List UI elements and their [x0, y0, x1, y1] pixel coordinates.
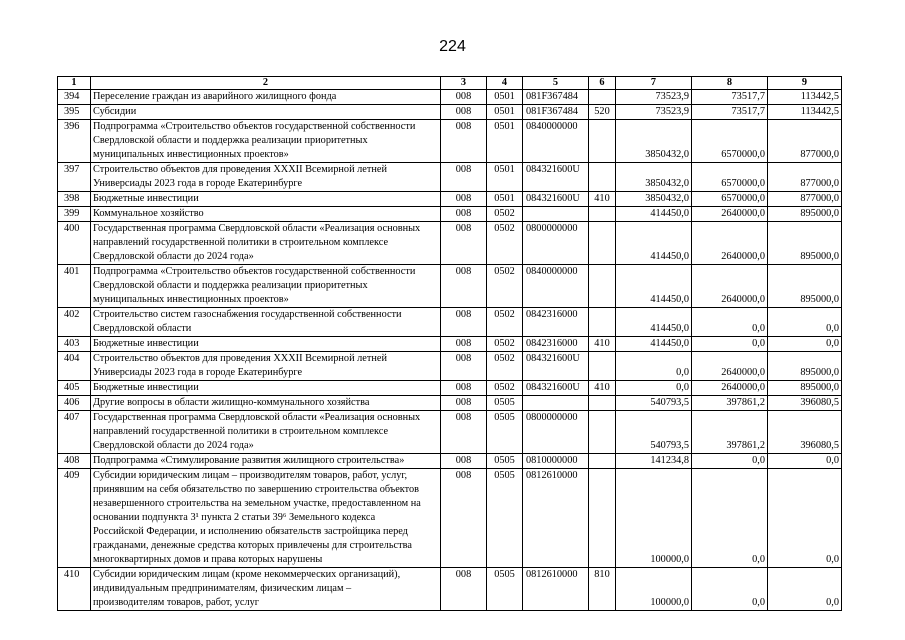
row-name-line: Государственная программа Свердловской области «Реализация основных: [93, 223, 421, 234]
row-name-line: Бюджетные инвестиции: [93, 338, 199, 349]
amount-col7-cell: 414450,0: [616, 308, 692, 337]
section-code-cell: 0502: [487, 222, 523, 265]
row-name-line: производителям товаров, работ, услуг: [93, 597, 260, 608]
amount-col9-cell: 396080,5: [768, 396, 842, 411]
section-code-cell: 0502: [487, 381, 523, 396]
amount-col7-cell: 0,0: [616, 381, 692, 396]
table-body: [58, 90, 842, 611]
amount-col8-cell: 0,0: [692, 568, 768, 611]
section-code-cell: 0505: [487, 411, 523, 454]
table-row: [58, 163, 842, 192]
expense-type-cell: 810: [589, 568, 616, 611]
row-name-line: муниципальных инвестиционных проектов»: [93, 149, 289, 160]
row-name-line: Свердловской области: [93, 323, 192, 334]
column-header: 3: [441, 77, 487, 90]
row-name-line: Подпрограмма «Стимулирование развития жилищного строительства»: [93, 455, 405, 466]
section-code-cell: 0501: [487, 105, 523, 120]
row-name-line: индивидуальным предпринимателям, физическим лицам –: [93, 583, 352, 594]
section-code-cell: 0502: [487, 207, 523, 222]
target-article-cell: 084321600U: [523, 352, 589, 381]
expense-type-cell: [589, 222, 616, 265]
grbs-code-cell: 008: [441, 454, 487, 469]
grbs-code-cell: 008: [441, 120, 487, 163]
row-number-cell: 399: [58, 207, 91, 222]
row-name-line: Строительство объектов для проведения XXXII Всемирной летней: [93, 353, 387, 364]
expense-type-cell: [589, 454, 616, 469]
table-row: [58, 411, 842, 454]
amount-col8-cell: 2640000,0: [692, 265, 768, 308]
amount-col7-cell: 540793,5: [616, 411, 692, 454]
table-row: [58, 192, 842, 207]
section-code-cell: 0501: [487, 192, 523, 207]
column-header: 5: [523, 77, 589, 90]
table-row: [58, 120, 842, 163]
grbs-code-cell: 008: [441, 469, 487, 568]
row-number-cell: 409: [58, 469, 91, 568]
table-row: [58, 337, 842, 352]
amount-col9-cell: 396080,5: [768, 411, 842, 454]
amount-col7-cell: 100000,0: [616, 568, 692, 611]
amount-col9-cell: 0,0: [768, 469, 842, 568]
table-row: [58, 105, 842, 120]
amount-col9-cell: 113442,5: [768, 90, 842, 105]
amount-col8-cell: 2640000,0: [692, 381, 768, 396]
amount-col9-cell: 877000,0: [768, 192, 842, 207]
row-number-cell: 398: [58, 192, 91, 207]
row-name-cell: [91, 352, 441, 381]
row-name-line: Коммунальное хозяйство: [93, 208, 204, 219]
expense-type-cell: 410: [589, 381, 616, 396]
target-article-cell: 0800000000: [523, 411, 589, 454]
amount-col8-cell: 6570000,0: [692, 163, 768, 192]
row-name-cell: [91, 192, 441, 207]
grbs-code-cell: 008: [441, 568, 487, 611]
expense-type-cell: [589, 411, 616, 454]
row-name-line: Свердловской области до 2024 года»: [93, 251, 254, 262]
grbs-code-cell: 008: [441, 222, 487, 265]
section-code-cell: 0501: [487, 120, 523, 163]
page-number: 224: [439, 38, 466, 55]
expense-type-cell: [589, 90, 616, 105]
row-name-line: Подпрограмма «Строительство объектов государственной собственности: [93, 266, 416, 277]
row-name-cell: [91, 222, 441, 265]
row-name-line: муниципальных инвестиционных проектов»: [93, 294, 289, 305]
table-row: [58, 469, 842, 568]
row-number-cell: 405: [58, 381, 91, 396]
column-header: 9: [768, 77, 842, 90]
row-name-cell: [91, 454, 441, 469]
amount-col9-cell: 895000,0: [768, 381, 842, 396]
row-name-cell: [91, 207, 441, 222]
grbs-code-cell: 008: [441, 265, 487, 308]
target-article-cell: 081F367484: [523, 105, 589, 120]
amount-col8-cell: 397861,2: [692, 396, 768, 411]
grbs-code-cell: 008: [441, 308, 487, 337]
grbs-code-cell: 008: [441, 411, 487, 454]
amount-col8-cell: 6570000,0: [692, 192, 768, 207]
amount-col7-cell: 3850432,0: [616, 120, 692, 163]
grbs-code-cell: 008: [441, 163, 487, 192]
row-name-line: Свердловской области до 2024 года»: [93, 440, 254, 451]
amount-col7-cell: 73523,9: [616, 105, 692, 120]
row-number-cell: 407: [58, 411, 91, 454]
target-article-cell: 0812610000: [523, 469, 589, 568]
section-code-cell: 0505: [487, 568, 523, 611]
grbs-code-cell: 008: [441, 337, 487, 352]
grbs-code-cell: 008: [441, 381, 487, 396]
row-name-line: Государственная программа Свердловской области «Реализация основных: [93, 412, 421, 423]
table-row: [58, 352, 842, 381]
row-number-cell: 406: [58, 396, 91, 411]
expense-type-cell: 410: [589, 337, 616, 352]
row-number-cell: 402: [58, 308, 91, 337]
column-header: 2: [91, 77, 441, 90]
expense-type-cell: [589, 469, 616, 568]
target-article-cell: 084321600U: [523, 381, 589, 396]
row-name-cell: [91, 337, 441, 352]
row-name-cell: [91, 105, 441, 120]
amount-col8-cell: 397861,2: [692, 411, 768, 454]
target-article-cell: 0840000000: [523, 265, 589, 308]
amount-col9-cell: 895000,0: [768, 222, 842, 265]
section-code-cell: 0505: [487, 469, 523, 568]
target-article-cell: 0842316000: [523, 308, 589, 337]
amount-col8-cell: 73517,7: [692, 90, 768, 105]
expense-type-cell: [589, 120, 616, 163]
grbs-code-cell: 008: [441, 352, 487, 381]
row-name-line: Субсидии юридическим лицам – производителям товаров, работ, услуг,: [93, 470, 408, 481]
row-name-cell: [91, 381, 441, 396]
table-row: [58, 308, 842, 337]
row-name-cell: [91, 163, 441, 192]
table-row: [58, 90, 842, 105]
expense-type-cell: 520: [589, 105, 616, 120]
amount-col7-cell: 414450,0: [616, 207, 692, 222]
row-name-line: Другие вопросы в области жилищно-коммунального хозяйства: [93, 397, 370, 408]
row-number-cell: 395: [58, 105, 91, 120]
row-number-cell: 397: [58, 163, 91, 192]
amount-col7-cell: 73523,9: [616, 90, 692, 105]
amount-col9-cell: 0,0: [768, 454, 842, 469]
section-code-cell: 0501: [487, 90, 523, 105]
row-name-cell: [91, 120, 441, 163]
row-name-cell: [91, 411, 441, 454]
target-article-cell: 084321600U: [523, 192, 589, 207]
row-name-line: Переселение граждан из аварийного жилищного фонда: [93, 91, 337, 102]
row-name-cell: [91, 308, 441, 337]
expense-type-cell: 410: [589, 192, 616, 207]
row-name-cell: [91, 568, 441, 611]
row-number-cell: 394: [58, 90, 91, 105]
amount-col7-cell: 100000,0: [616, 469, 692, 568]
target-article-cell: 084321600U: [523, 163, 589, 192]
expense-type-cell: [589, 207, 616, 222]
amount-col9-cell: 895000,0: [768, 352, 842, 381]
row-name-line: Бюджетные инвестиции: [93, 193, 199, 204]
amount-col7-cell: 540793,5: [616, 396, 692, 411]
row-name-line: основании подпункта 3¹ пункта 2 статьи 39⁶ Земельного кодекса: [93, 512, 376, 523]
expense-type-cell: [589, 352, 616, 381]
amount-col9-cell: 0,0: [768, 568, 842, 611]
row-name-cell: [91, 396, 441, 411]
row-number-cell: 400: [58, 222, 91, 265]
row-number-cell: 403: [58, 337, 91, 352]
row-name-line: Субсидии: [93, 106, 137, 117]
column-header: 4: [487, 77, 523, 90]
row-number-cell: 410: [58, 568, 91, 611]
row-number-cell: 396: [58, 120, 91, 163]
budget-table: [57, 76, 842, 611]
row-name-line: направлений государственной политики в строительном комплексе: [93, 237, 389, 248]
target-article-cell: 0812610000: [523, 568, 589, 611]
column-header: 1: [58, 77, 91, 90]
table-row: [58, 568, 842, 611]
target-article-cell: 0800000000: [523, 222, 589, 265]
column-header: 7: [616, 77, 692, 90]
expense-type-cell: [589, 396, 616, 411]
row-number-cell: 404: [58, 352, 91, 381]
amount-col8-cell: 6570000,0: [692, 120, 768, 163]
amount-col8-cell: 0,0: [692, 469, 768, 568]
expense-type-cell: [589, 163, 616, 192]
row-name-line: Свердловской области и поддержка реализации приоритетных: [93, 135, 368, 146]
row-name-line: незавершенного строительства на земельном участке, предоставленном на: [93, 498, 421, 509]
row-name-line: направлений государственной политики в строительном комплексе: [93, 426, 389, 437]
amount-col9-cell: 113442,5: [768, 105, 842, 120]
amount-col8-cell: 73517,7: [692, 105, 768, 120]
amount-col9-cell: 0,0: [768, 337, 842, 352]
grbs-code-cell: 008: [441, 207, 487, 222]
row-name-line: Субсидии юридическим лицам (кроме некоммерческих организаций),: [93, 569, 401, 580]
section-code-cell: 0502: [487, 308, 523, 337]
amount-col7-cell: 414450,0: [616, 265, 692, 308]
expense-type-cell: [589, 265, 616, 308]
section-code-cell: 0501: [487, 163, 523, 192]
column-header: 8: [692, 77, 768, 90]
row-name-cell: [91, 90, 441, 105]
row-name-line: Строительство систем газоснабжения государственной собственности: [93, 309, 402, 320]
amount-col9-cell: 895000,0: [768, 265, 842, 308]
target-article-cell: 081F367484: [523, 90, 589, 105]
section-code-cell: 0502: [487, 352, 523, 381]
grbs-code-cell: 008: [441, 105, 487, 120]
amount-col9-cell: 895000,0: [768, 207, 842, 222]
amount-col9-cell: 877000,0: [768, 120, 842, 163]
target-article-cell: 0842316000: [523, 337, 589, 352]
table-header-row: [58, 77, 842, 90]
amount-col7-cell: 0,0: [616, 352, 692, 381]
amount-col8-cell: 2640000,0: [692, 207, 768, 222]
grbs-code-cell: 008: [441, 192, 487, 207]
section-code-cell: 0502: [487, 337, 523, 352]
amount-col8-cell: 0,0: [692, 308, 768, 337]
amount-col9-cell: 0,0: [768, 308, 842, 337]
amount-col7-cell: 3850432,0: [616, 192, 692, 207]
amount-col7-cell: 414450,0: [616, 222, 692, 265]
amount-col9-cell: 877000,0: [768, 163, 842, 192]
amount-col8-cell: 2640000,0: [692, 222, 768, 265]
row-name-line: Подпрограмма «Строительство объектов государственной собственности: [93, 121, 416, 132]
column-header: 6: [589, 77, 616, 90]
amount-col7-cell: 141234,8: [616, 454, 692, 469]
expense-type-cell: [589, 308, 616, 337]
table-row: [58, 454, 842, 469]
amount-col7-cell: 414450,0: [616, 337, 692, 352]
row-name-line: Строительство объектов для проведения XXXII Всемирной летней: [93, 164, 387, 175]
target-article-cell: 0840000000: [523, 120, 589, 163]
table-row: [58, 381, 842, 396]
target-article-cell: 0810000000: [523, 454, 589, 469]
row-name-line: гражданами, денежные средства которых привлечены для строительства: [93, 540, 412, 551]
table-row: [58, 265, 842, 308]
section-code-cell: 0505: [487, 396, 523, 411]
grbs-code-cell: 008: [441, 90, 487, 105]
amount-col8-cell: 0,0: [692, 454, 768, 469]
row-name-cell: [91, 469, 441, 568]
row-name-line: принявшим на себя обязательство по завершению строительства объектов: [93, 484, 420, 495]
row-name-line: Свердловской области и поддержка реализации приоритетных: [93, 280, 368, 291]
table-row: [58, 396, 842, 411]
row-name-cell: [91, 265, 441, 308]
target-article-cell: [523, 396, 589, 411]
table-row: [58, 222, 842, 265]
row-name-line: Российской Федерации, и исполнению обязательств застройщика перед: [93, 526, 408, 537]
section-code-cell: 0502: [487, 265, 523, 308]
row-name-line: Универсиады 2023 года в городе Екатеринбурге: [93, 178, 303, 189]
row-name-line: Универсиады 2023 года в городе Екатеринбурге: [93, 367, 303, 378]
target-article-cell: [523, 207, 589, 222]
section-code-cell: 0505: [487, 454, 523, 469]
amount-col7-cell: 3850432,0: [616, 163, 692, 192]
amount-col8-cell: 2640000,0: [692, 352, 768, 381]
row-name-line: многоквартирных домов и права которых нарушены: [93, 554, 323, 565]
amount-col8-cell: 0,0: [692, 337, 768, 352]
grbs-code-cell: 008: [441, 396, 487, 411]
table-row: [58, 207, 842, 222]
row-number-cell: 401: [58, 265, 91, 308]
row-name-line: Бюджетные инвестиции: [93, 382, 199, 393]
row-number-cell: 408: [58, 454, 91, 469]
